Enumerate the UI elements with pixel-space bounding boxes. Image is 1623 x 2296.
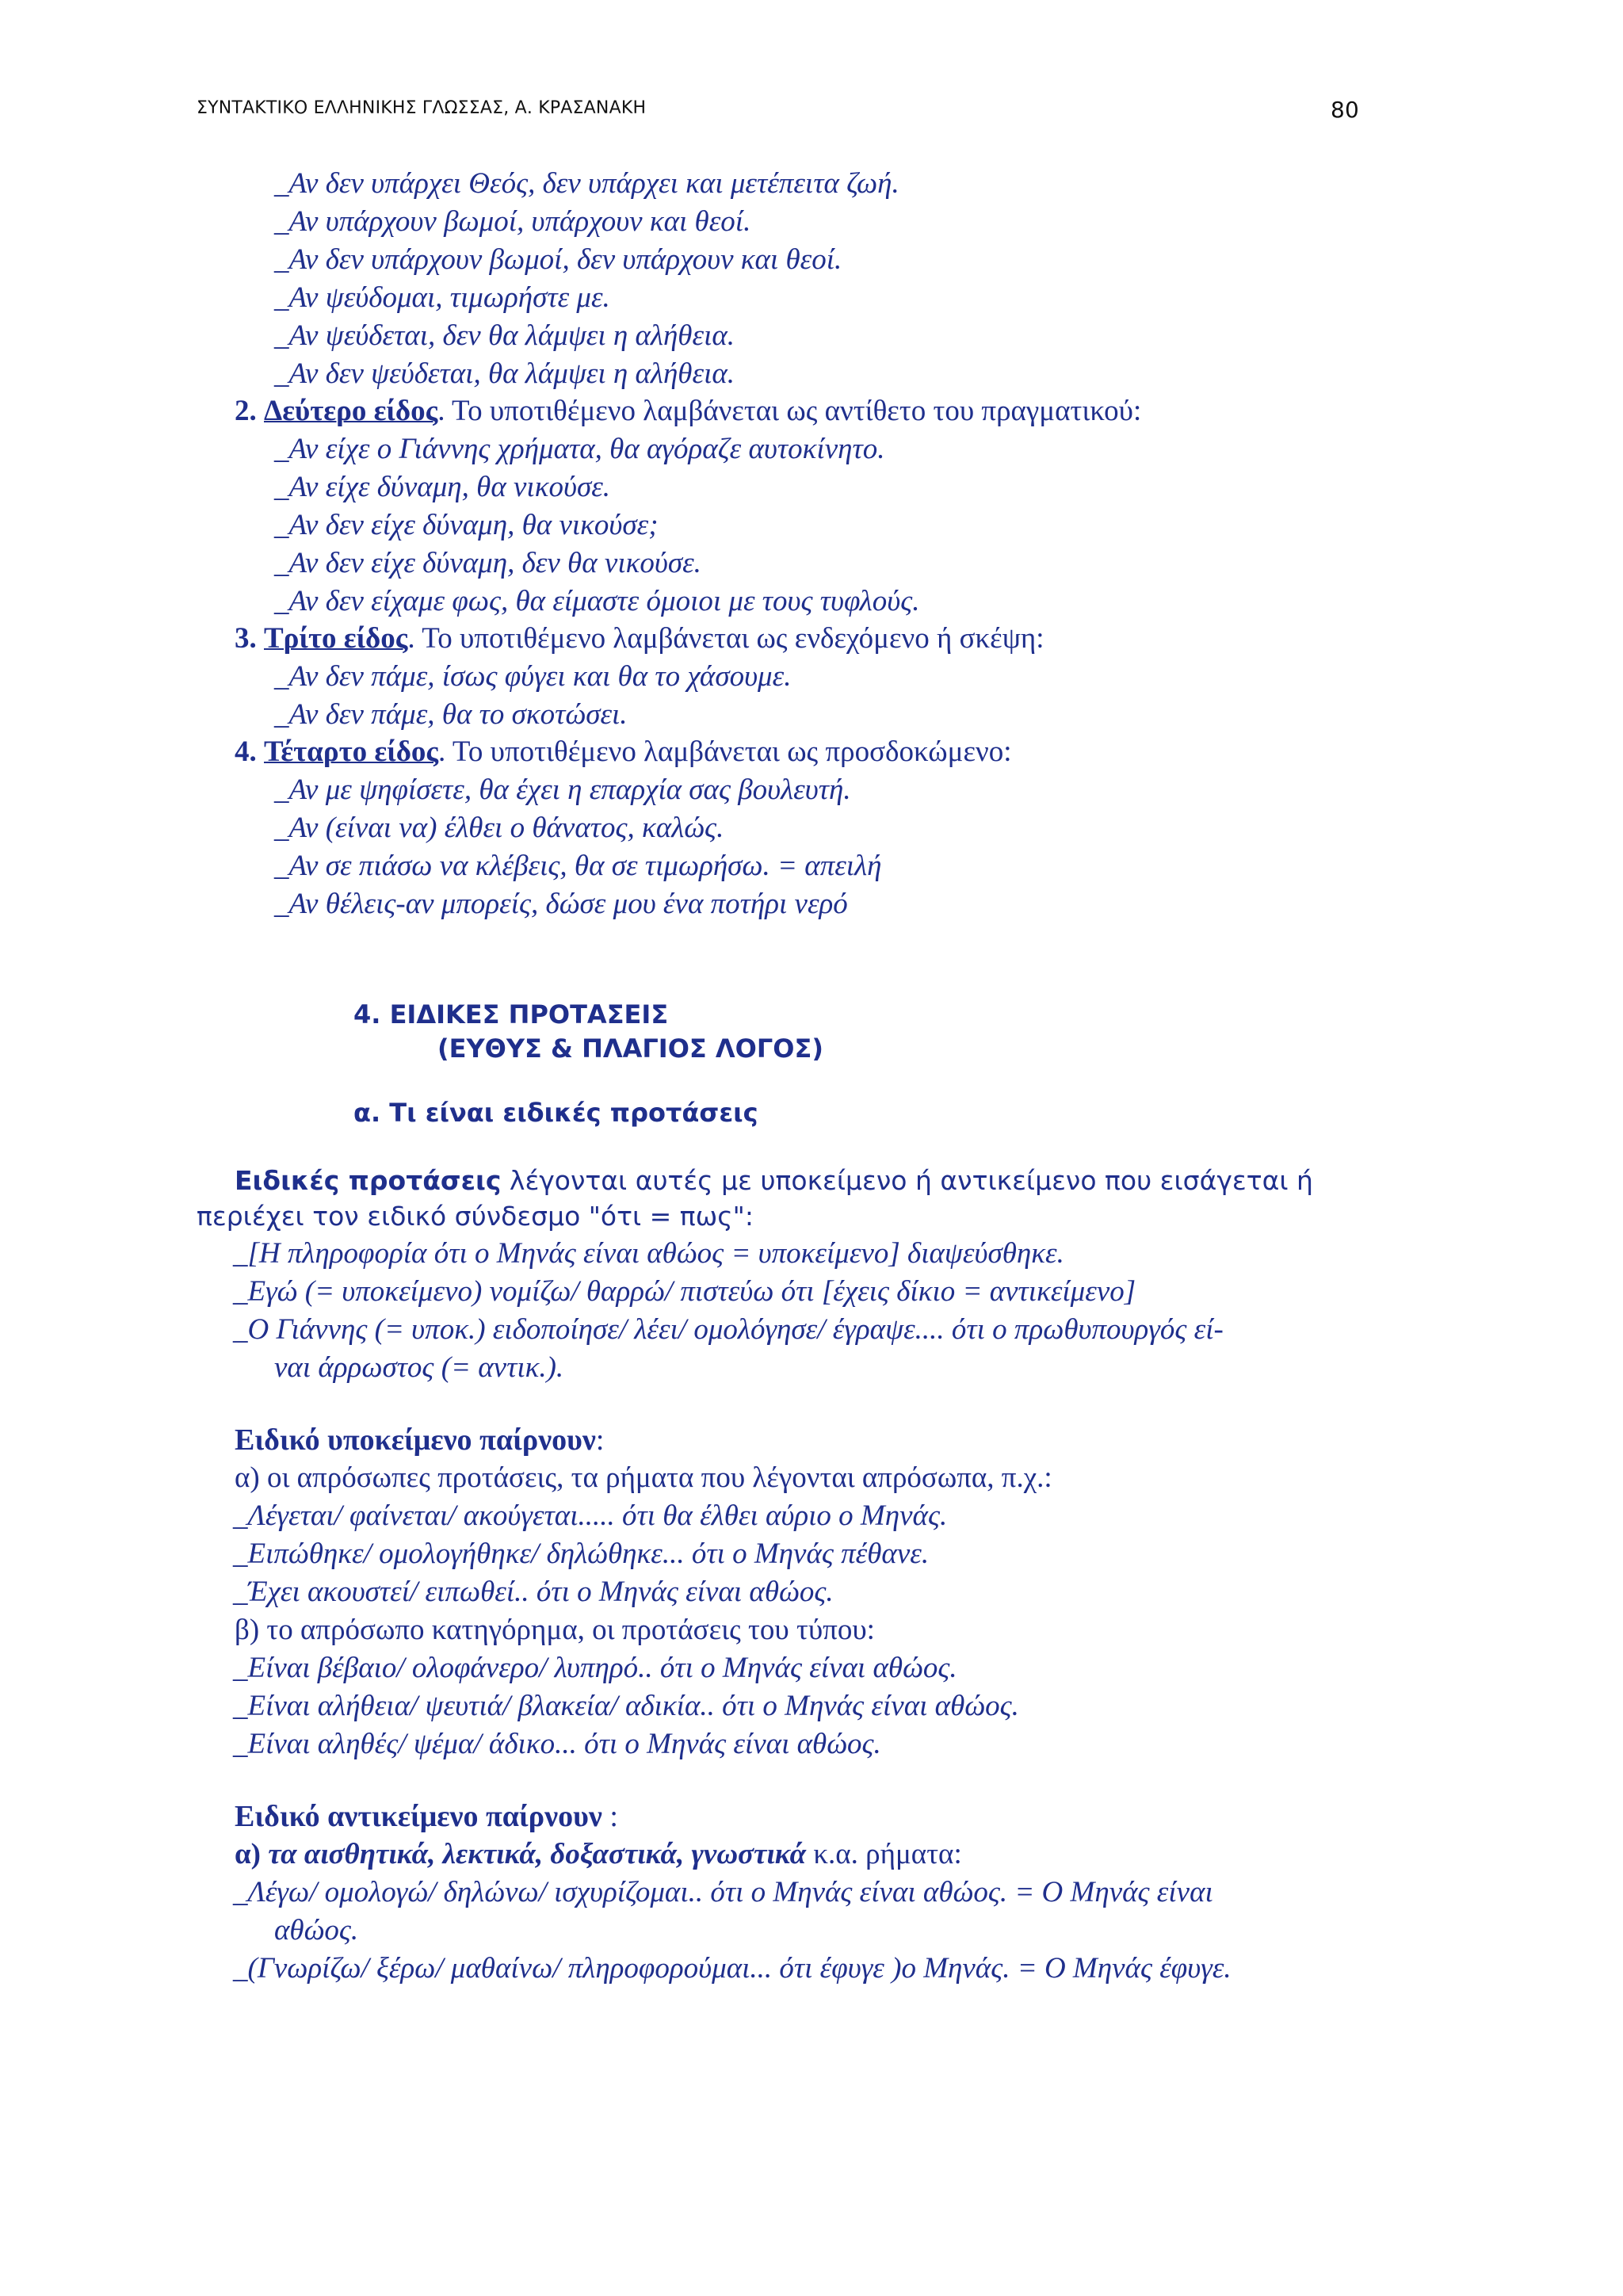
example-line: _Αν δεν ψεύδεται, θα λάμψει η αλήθεια. — [274, 357, 735, 390]
example-line: _[Η πληροφορία ότι ο Μηνάς είναι αθώος = υποκείμενο] διαψεύσθηκε. — [233, 1237, 1064, 1270]
example-line: _Αν δεν υπάρχει Θεός, δεν υπάρχει και μετέπειτα ζωή. — [274, 167, 899, 200]
object-a-verbs: τα αισθητικά, λεκτικά, δοξαστικά, γνωστικά — [268, 1838, 807, 1870]
subject-b-text: β) το απρόσωπο κατηγόρημα, οι προτάσεις του τύπου: — [235, 1614, 875, 1646]
example-line: _Αν ψεύδεται, δεν θα λάμψει η αλήθεια. — [274, 319, 735, 352]
example-line: _Αν δεν είχαμε φως, θα είμαστε όμοιοι με τους τυφλούς. — [274, 585, 920, 617]
example-line: _Αν δεν υπάρχουν βωμοί, δεν υπάρχουν και θεοί. — [274, 243, 842, 276]
kind-heading — [235, 735, 1012, 769]
subject-heading-text: Ειδικό υποκείμενο παίρνουν — [235, 1423, 596, 1457]
example-line: _Λέγω/ ομολογώ/ δηλώνω/ ισχυρίζομαι.. ότι ο Μηνάς είναι αθώος. = Ο Μηνάς είναι — [233, 1876, 1213, 1908]
example-line: _Έχει ακουστεί/ ειπωθεί.. ότι ο Μηνάς είναι αθώος. — [233, 1576, 834, 1608]
example-line-continuation: ναι άρρωστος (= αντικ.). — [274, 1351, 564, 1384]
example-line: _Αν ψεύδομαι, τιμωρήστε με. — [274, 281, 610, 314]
running-header-title: ΣΥΝΤΑΚΤΙΚΟ ΕΛΛΗΝΙΚΗΣ ΓΛΩΣΣΑΣ, Α. ΚΡΑΣΑΝΑΚΗ — [197, 98, 647, 118]
example-line: _Αν σε πιάσω να κλέβεις, θα σε τιμωρήσω. = απειλή — [274, 850, 882, 882]
kind-description: . Το υποτιθέμενο λαμβάνεται ως προσδοκώμενο: — [438, 735, 1012, 768]
definition-text: λέγονται αυτές με υποκείμενο ή αντικείμενο που εισάγεται ή — [501, 1165, 1313, 1196]
example-line: _Είναι αληθές/ ψέμα/ άδικο... ότι ο Μηνάς είναι αθώος. — [233, 1728, 881, 1760]
example-line: _Αν είχε δύναμη, θα νικούσε. — [274, 471, 611, 503]
example-line: _Αν δεν είχε δύναμη, θα νικούσε; — [274, 509, 659, 541]
definition-term: Ειδικές προτάσεις — [235, 1165, 502, 1196]
example-line: _Είναι αλήθεια/ ψευτιά/ βλακεία/ αδικία.. ότι ο Μηνάς είναι αθώος. — [233, 1690, 1019, 1722]
example-line: _Ειπώθηκε/ ομολογήθηκε/ δηλώθηκε... ότι ο Μηνάς πέθανε. — [233, 1538, 930, 1570]
kind-heading — [235, 621, 1044, 655]
example-line: _Αν είχε ο Γιάννης χρήματα, θα αγόραζε αυτοκίνητο. — [274, 433, 885, 465]
object-heading-text: Ειδικό αντικείμενο παίρνουν — [235, 1800, 602, 1833]
section-title-subline: (ΕΥΘΥΣ & ΠΛΑΓΙΟΣ ΛΟΓΟΣ) — [437, 1033, 823, 1064]
subject-heading — [235, 1423, 604, 1457]
example-line: _(Γνωρίζω/ ξέρω/ μαθαίνω/ πληροφορούμαι... ότι έφυγε )ο Μηνάς. = Ο Μηνάς έφυγε. — [233, 1952, 1232, 1985]
kind-number: 3. — [235, 622, 257, 655]
object-heading — [235, 1799, 618, 1834]
definition-line — [235, 1165, 1313, 1196]
example-line: _Αν με ψηφίσετε, θα έχει η επαρχία σας βουλευτή. — [274, 774, 851, 806]
section-title: 4. ΕΙΔΙΚΕΣ ΠΡΟΤΑΣΕΙΣ — [353, 999, 669, 1030]
example-line: _Αν υπάρχουν βωμοί, υπάρχουν και θεοί. — [274, 205, 751, 238]
example-line-continuation: αθώος. — [274, 1914, 359, 1946]
kind-number: 2. — [235, 395, 257, 427]
section-subtitle: α. Τι είναι ειδικές προτάσεις — [353, 1098, 758, 1128]
definition-line-2: περιέχει τον ειδικό σύνδεσμο "ότι = πως": — [197, 1201, 754, 1232]
object-heading-colon: : — [601, 1800, 618, 1833]
example-line: _Είναι βέβαιο/ ολοφάνερο/ λυπηρό.. ότι ο Μηνάς είναι αθώος. — [233, 1652, 957, 1684]
example-line: _Αν (είναι να) έλθει ο θάνατος, καλώς. — [274, 812, 724, 844]
example-line: _Ο Γιάννης (= υποκ.) ειδοποίησε/ λέει/ ομολόγησε/ έγραψε.... ότι ο πρωθυπουργός εί- — [233, 1313, 1224, 1346]
object-a-suffix: κ.α. ρήματα: — [806, 1838, 962, 1870]
page-number: 80 — [1330, 97, 1359, 123]
object-a-text — [235, 1837, 962, 1871]
subject-heading-colon: : — [595, 1423, 605, 1457]
kind-name: Τρίτο είδος — [264, 622, 408, 655]
example-line: _Αν δεν πάμε, θα το σκοτώσει. — [274, 698, 628, 731]
kind-name: Τέταρτο είδος — [264, 735, 439, 768]
example-line: _Εγώ (= υποκείμενο) νομίζω/ θαρρώ/ πιστεύω ότι [έχεις δίκιο = αντικείμενο] — [233, 1275, 1136, 1308]
example-line: _Αν δεν πάμε, ίσως φύγει και θα το χάσουμε. — [274, 660, 792, 693]
example-line: _Λέγεται/ φαίνεται/ ακούγεται..... ότι θα έλθει αύριο ο Μηνάς. — [233, 1499, 948, 1532]
subject-a-text: α) οι απρόσωπες προτάσεις, τα ρήματα που λέγονται απρόσωπα, π.χ.: — [235, 1461, 1052, 1494]
object-a-prefix: α) — [235, 1838, 269, 1870]
kind-name: Δεύτερο είδος — [264, 395, 438, 427]
kind-description: . Το υποτιθέμενο λαμβάνεται ως αντίθετο του πραγματικού: — [437, 395, 1142, 427]
kind-description: . Το υποτιθέμενο λαμβάνεται ως ενδεχόμενο ή σκέψη: — [407, 622, 1044, 655]
kind-number: 4. — [235, 735, 257, 768]
example-line: _Αν δεν είχε δύναμη, δεν θα νικούσε. — [274, 547, 701, 579]
example-line: _Αν θέλεις-αν μπορείς, δώσε μου ένα ποτήρι νερό — [274, 888, 848, 920]
kind-heading — [235, 394, 1141, 428]
